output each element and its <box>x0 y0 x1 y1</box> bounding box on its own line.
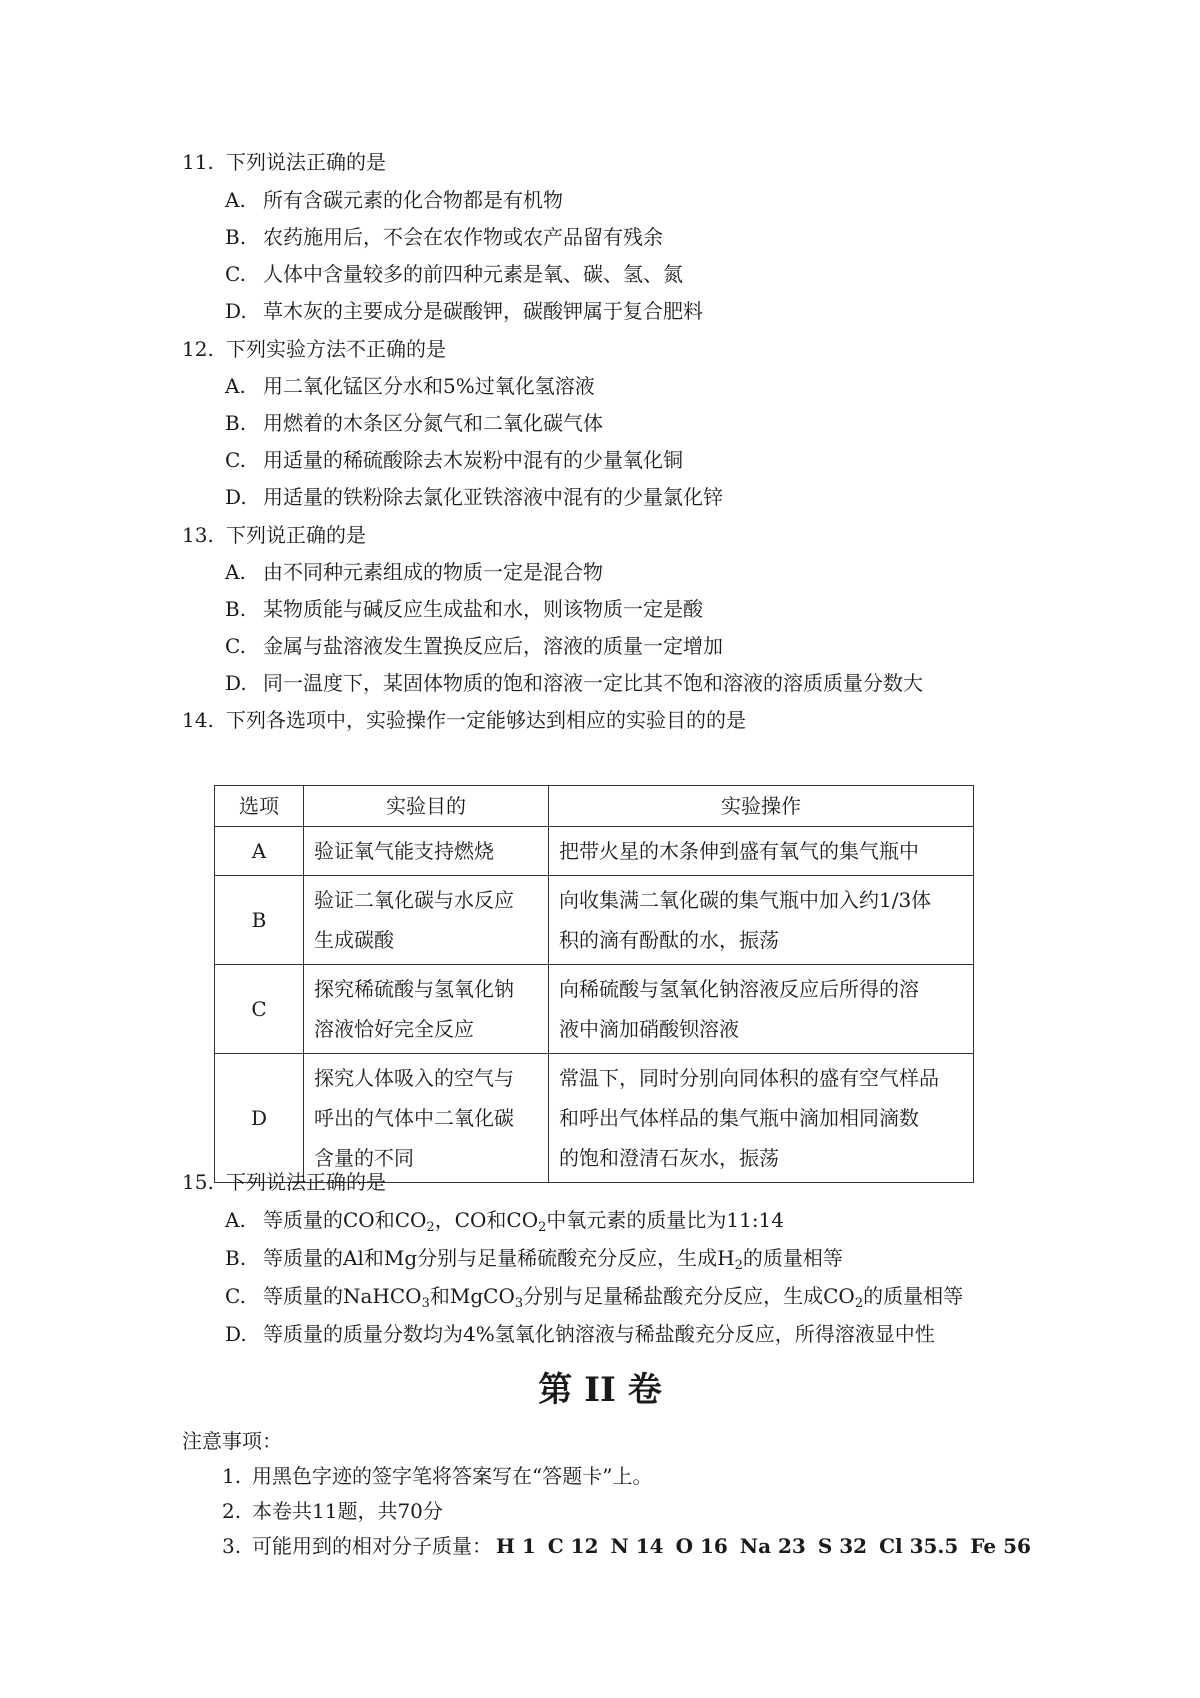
table-row <box>215 876 974 965</box>
question-12-option-a: A. 用二氧化锰区分水和5%过氧化氢溶液 <box>225 374 595 398</box>
notes-heading: 注意事项： <box>182 1429 282 1453</box>
row-goal: 验证氧气能支持燃烧 <box>304 827 549 876</box>
question-11-option-a: A. 所有含碳元素的化合物都是有机物 <box>225 188 563 212</box>
question-15-option-c: C. 等质量的NaHCO$_3$和MgCO$_3$分别与足量稀盐酸充分反应，生成$CO_2$的质量相等 <box>225 1284 964 1311</box>
row-option: D <box>215 1054 304 1183</box>
question-15-option-a: A. 等质量的CO和$CO_2$，CO和$CO_2$中氧元素的质量比为11:14 <box>225 1208 785 1235</box>
volume-title: 第 II 卷 <box>538 1370 662 1410</box>
table-row <box>215 1054 974 1183</box>
question-13-option-c: C. 金属与盐溶液发生置换反应后，溶液的质量一定增加 <box>225 634 723 658</box>
table-header-option: 选项 <box>215 786 304 827</box>
question-15-option-d: D. 等质量的质量分数均为4%氢氧化钠溶液与稀盐酸充分反应，所得溶液显中性 <box>225 1322 935 1346</box>
row-operation: 常温下，同时分别向同体积的盛有空气样品 和呼出气体样品的集气瓶中滴加相同滴数 的饱和澄清石灰水，振荡 <box>549 1054 974 1183</box>
mass-value: Cl 35.5 <box>879 1534 959 1558</box>
table-header-goal: 实验目的 <box>304 786 549 827</box>
question-11-option-d: D. 草木灰的主要成分是碳酸钾，碳酸钾属于复合肥料 <box>225 299 703 323</box>
question-12-option-d: D. 用适量的铁粉除去氯化亚铁溶液中混有的少量氯化锌 <box>225 485 723 509</box>
question-11-option-b: B. 农药施用后，不会在农作物或农产品留有残余 <box>225 225 663 249</box>
question-15-stem: 15. 下列说法正确的是 <box>182 1170 386 1194</box>
question-15-option-b: B. 等质量的Al和Mg分别与足量稀硫酸充分反应，生成$H_2$的质量相等 <box>225 1246 843 1273</box>
question-13-option-b: B. 某物质能与碱反应生成盐和水，则该物质一定是酸 <box>225 597 703 621</box>
question-11-stem: 11. 下列说法正确的是 <box>182 150 386 174</box>
question-12-option-b: B. 用燃着的木条区分氮气和二氧化碳气体 <box>225 411 603 435</box>
mass-value: S 32 <box>817 1534 868 1558</box>
table-row <box>215 965 974 1054</box>
note-item: 2. 本卷共11题，共70分 <box>222 1499 443 1523</box>
mass-value: Na 23 <box>739 1534 806 1558</box>
row-operation: 向稀硫酸与氢氧化钠溶液反应后所得的溶 液中滴加硝酸钡溶液 <box>549 965 974 1054</box>
table-header-operation: 实验操作 <box>549 786 974 827</box>
row-option: C <box>215 965 304 1054</box>
question-13-option-a: A. 由不同种元素组成的物质一定是混合物 <box>225 560 603 584</box>
note-item-masses: 3. 可能用到的相对分子质量： H 1 C 12 N 14 O 16 Na 23 S 32 Cl 35.5 Fe 56 <box>222 1534 1031 1558</box>
table-row <box>215 827 974 876</box>
mass-value: C 12 <box>547 1534 599 1558</box>
question-12-option-c: C. 用适量的稀硫酸除去木炭粉中混有的少量氧化铜 <box>225 448 683 472</box>
table-header-row <box>215 786 974 827</box>
question-14-stem: 14. 下列各选项中，实验操作一定能够达到相应的实验目的的是 <box>182 708 746 732</box>
note-item: 1. 用黑色字迹的签字笔将答案写在“答题卡”上。 <box>222 1464 653 1488</box>
row-option: A <box>215 827 304 876</box>
question-12-stem: 12. 下列实验方法不正确的是 <box>182 337 446 361</box>
mass-value: O 16 <box>675 1534 728 1558</box>
question-11-option-c: C. 人体中含量较多的前四种元素是氧、碳、氢、氮 <box>225 262 683 286</box>
mass-value: H 1 <box>496 1534 536 1558</box>
row-operation: 向收集满二氧化碳的集气瓶中加入约1/3体 积的滴有酚酞的水，振荡 <box>549 876 974 965</box>
mass-value: Fe 56 <box>970 1534 1031 1558</box>
question-13-option-d: D. 同一温度下，某固体物质的饱和溶液一定比其不饱和溶液的溶质质量分数大 <box>225 671 923 695</box>
row-operation: 把带火星的木条伸到盛有氧气的集气瓶中 <box>549 827 974 876</box>
row-goal: 探究稀硫酸与氢氧化钠 溶液恰好完全反应 <box>304 965 549 1054</box>
experiment-table <box>214 785 974 1183</box>
row-goal: 验证二氧化碳与水反应 生成碳酸 <box>304 876 549 965</box>
mass-value: N 14 <box>610 1534 664 1558</box>
row-option: B <box>215 876 304 965</box>
row-goal: 探究人体吸入的空气与 呼出的气体中二氧化碳 含量的不同 <box>304 1054 549 1183</box>
question-13-stem: 13. 下列说正确的是 <box>182 523 366 547</box>
